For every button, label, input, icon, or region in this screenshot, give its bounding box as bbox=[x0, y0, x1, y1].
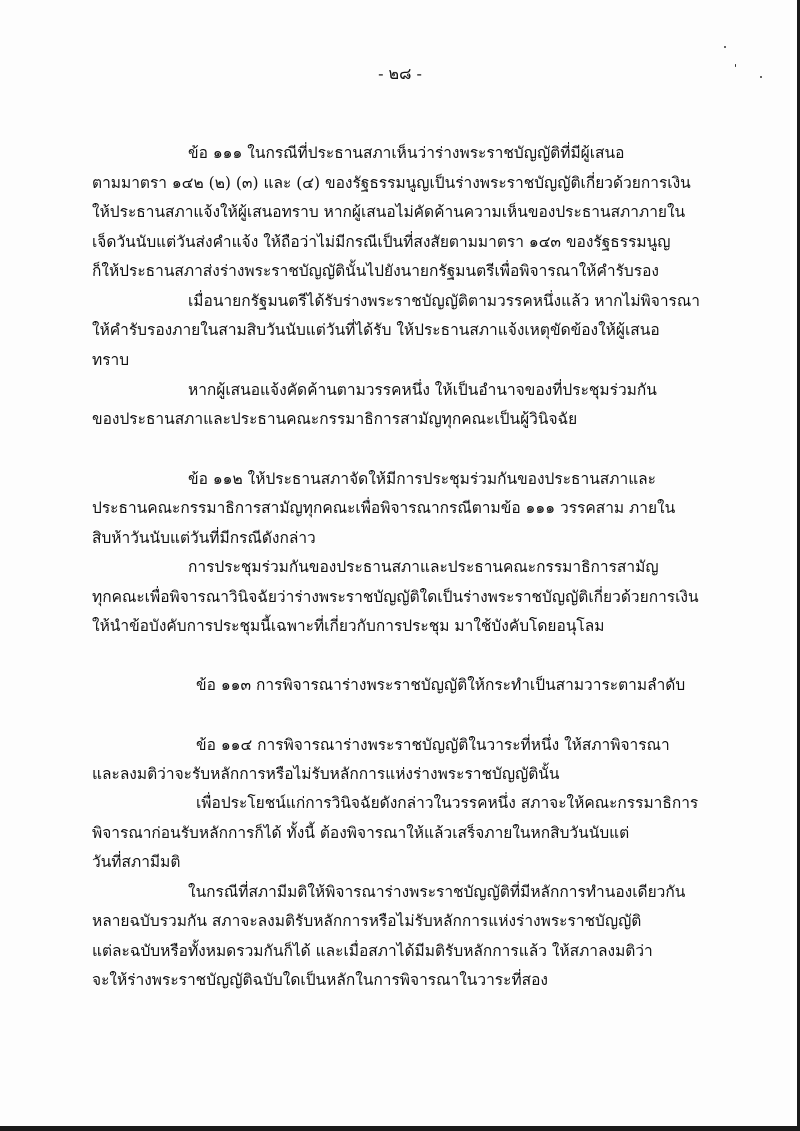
clause-114-line: หลายฉบับรวมกัน สภาจะลงมติรับหลักการหรือไม่รับหลักการแห่งร่างพระราชบัญญัติ bbox=[92, 912, 642, 930]
clause-114-paragraph-3-line: ในกรณีที่สภามีมติให้พิจารณาร่างพระราชบัญญัติที่มีหลักการทำนองเดียวกัน bbox=[188, 883, 686, 901]
scan-speck bbox=[724, 46, 726, 48]
clause-111-paragraph-2-line: เมื่อนายกรัฐมนตรีได้รับร่างพระราชบัญญัติตามวรรคหนึ่งแล้ว หากไม่พิจารณา bbox=[188, 292, 700, 310]
clause-114-line: พิจารณาก่อนรับหลักการก็ได้ ทั้งนี้ ต้องพิจารณาให้แล้วเสร็จภายในหกสิบวันนับแต่ bbox=[92, 824, 630, 842]
clause-112-line: ประธานคณะกรรมาธิการสามัญทุกคณะเพื่อพิจารณากรณีตามข้อ ๑๑๑ วรรคสาม ภายใน bbox=[92, 499, 676, 517]
clause-112-line: สิบห้าวันนับแต่วันที่มีกรณีดังกล่าว bbox=[92, 529, 316, 547]
clause-111-line: ทราบ bbox=[92, 351, 130, 369]
clause-111-heading-line: ข้อ ๑๑๑ ในกรณีที่ประธานสภาเห็นว่าร่างพระราชบัญญัติที่มีผู้เสนอ bbox=[188, 144, 625, 162]
clause-111-line: ตามมาตรา ๑๔๒ (๒) (๓) และ (๔) ของรัฐธรรมนูญเป็นร่างพระราชบัญญัติเกี่ยวด้วยการเงิน bbox=[92, 174, 691, 192]
clause-112-line: ทุกคณะเพื่อพิจารณาวินิจฉัยว่าร่างพระราชบัญญัติใดเป็นร่างพระราชบัญญัติเกี่ยวด้วยการเงิน bbox=[92, 588, 699, 606]
clause-112-line: ให้นำข้อบังคับการประชุมนี้เฉพาะที่เกี่ยวกับการประชุม มาใช้บังคับโดยอนุโลม bbox=[92, 617, 605, 635]
clause-111-paragraph-3-line: หากผู้เสนอแจ้งคัดค้านตามวรรคหนึ่ง ให้เป็นอำนาจของที่ประชุมร่วมกัน bbox=[188, 381, 657, 399]
scan-border-bottom bbox=[0, 1126, 800, 1131]
clause-113-line: ข้อ ๑๑๓ การพิจารณาร่างพระราชบัญญัติให้กระทำเป็นสามวาระตามลำดับ bbox=[196, 676, 686, 694]
clause-114-line: จะให้ร่างพระราชบัญญัติฉบับใดเป็นหลักในการพิจารณาในวาระที่สอง bbox=[92, 971, 548, 989]
clause-111-line: ให้คำรับรองภายในสามสิบวันนับแต่วันที่ได้รับ ให้ประธานสภาแจ้งเหตุขัดข้องให้ผู้เสนอ bbox=[92, 321, 660, 339]
clause-111-line: เจ็ดวันนับแต่วันส่งคำแจ้ง ให้ถือว่าไม่มีกรณีเป็นที่สงสัยตามมาตรา ๑๔๓ ของรัฐธรรมนูญ bbox=[92, 233, 671, 251]
clause-112-paragraph-2-line: การประชุมร่วมกันของประธานสภาและประธานคณะกรรมาธิการสามัญ bbox=[188, 558, 659, 576]
clause-114-heading-line: ข้อ ๑๑๔ การพิจารณาร่างพระราชบัญญัติในวาระที่หนึ่ง ให้สภาพิจารณา bbox=[196, 736, 670, 754]
clause-111-line: ก็ให้ประธานสภาส่งร่างพระราชบัญญัตินั้นไปยังนายกรัฐมนตรีเพื่อพิจารณาให้คำรับรอง bbox=[92, 262, 659, 280]
clause-114-paragraph-2-line: เพื่อประโยชน์แก่การวินิจฉัยดังกล่าวในวรรคหนึ่ง สภาจะให้คณะกรรมาธิการ bbox=[196, 794, 699, 812]
clause-114-line: และลงมติว่าจะรับหลักการหรือไม่รับหลักการแห่งร่างพระราชบัญญัตินั้น bbox=[92, 765, 560, 783]
page-number: - ๒๘ - bbox=[378, 64, 422, 83]
clause-112-heading-line: ข้อ ๑๑๒ ให้ประธานสภาจัดให้มีการประชุมร่วมกันของประธานสภาและ bbox=[188, 470, 657, 488]
clause-111-line: ให้ประธานสภาแจ้งให้ผู้เสนอทราบ หากผู้เสนอไม่คัดค้านความเห็นของประธานสภาภายใน bbox=[92, 203, 686, 221]
clause-114-line: แต่ละฉบับหรือทั้งหมดรวมกันก็ได้ และเมื่อสภาได้มีมติรับหลักการแล้ว ให้สภาลงมติว่า bbox=[92, 942, 653, 960]
clause-114-line: วันที่สภามีมติ bbox=[92, 853, 181, 871]
clause-111-line: ของประธานสภาและประธานคณะกรรมาธิการสามัญทุกคณะเป็นผู้วินิจฉัย bbox=[92, 410, 578, 428]
